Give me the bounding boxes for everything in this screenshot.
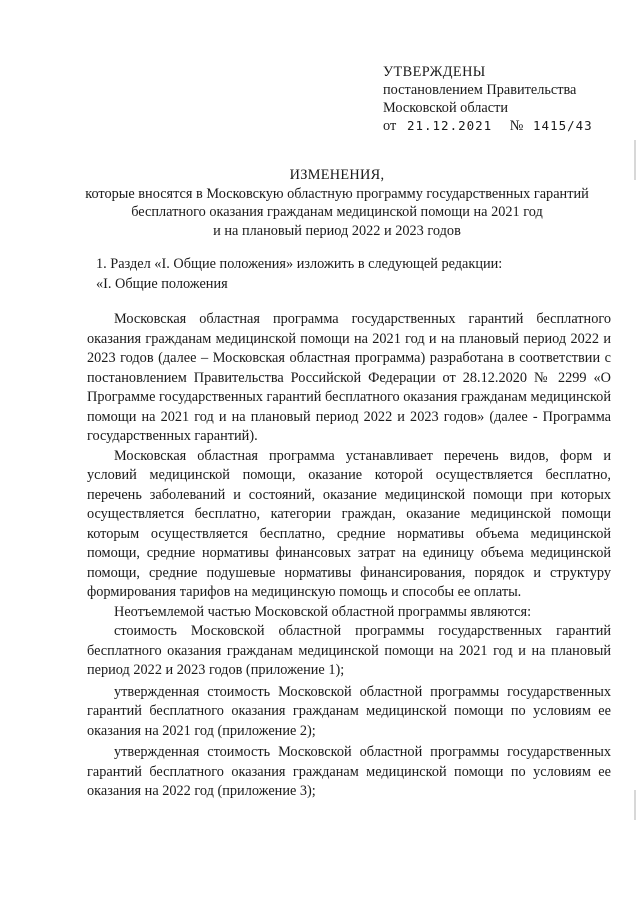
- paragraph-3: Неотъемлемой частью Московской областной программы являются:: [114, 603, 532, 620]
- heading-line-3: и на плановый период 2022 и 2023 годов: [213, 222, 461, 239]
- paragraph-1: Московская областная программа государственных гарантий бесплатного оказания гражданам медицинской помощи на 2021 год и на плановый период 2022 и 2023 годов (далее – Московская областная программа) разработана в соответствии с постановлением Правительства Российской Федерации от 28.12.2020 № 2299 «О Программе государственных гарантий бесплатного оказания гражданам медицинской помощи на 2021 год и на плановый период 2022 и 2023 годов» (далее - Программа государственных гарантий).: [87, 311, 611, 444]
- item-1: 1. Раздел «I. Общие положения» изложить в следующей редакции:: [96, 256, 503, 272]
- scan-edge-mark: [634, 140, 636, 180]
- scan-edge-mark: [634, 790, 636, 820]
- approval-title: УТВЕРЖДЕНЫ: [383, 64, 486, 80]
- document-heading: [40, 166, 634, 240]
- approval-date: 21.12.2021: [406, 118, 493, 133]
- list-item: утвержденная стоимость Московской областной программы государственных гарантий бесплатного оказания гражданам медицинской помощи по условиям ее оказания на 2021 год (приложение 2);: [87, 683, 611, 739]
- heading-line-2: бесплатного оказания гражданам медицинской помощи на 2021 год: [131, 204, 543, 220]
- document-body: [87, 255, 611, 804]
- approval-from-label: от: [383, 118, 397, 134]
- approval-block: [383, 63, 593, 135]
- approval-number: 1415/43: [533, 118, 593, 133]
- approval-line-1: постановлением Правительства: [383, 82, 577, 98]
- heading-line-1: которые вносятся в Московскую областную программу государственных гарантий: [85, 185, 589, 202]
- approval-date-line: [383, 117, 593, 135]
- section-title: «I. Общие положения: [96, 275, 228, 292]
- paragraph-2: Московская областная программа устанавливает перечень видов, форм и условий медицинской помощи, оказание которой осуществляется бесплатно, перечень заболеваний и состояний, оказание медицинской помощи при которых осуществляется бесплатно, категории граждан, оказание медицинской помощи которым осуществляется бесплатно, средние нормативы объема медицинской помощи, средние нормативы финансовых затрат на единицу объема медицинской помощи, средние подушевые нормативы финансирования, порядок и структуру формирования тарифов на медицинскую помощь и способы ее оплаты.: [87, 447, 611, 600]
- list-item: утвержденная стоимость Московской областной программы государственных гарантий бесплатного оказания гражданам медицинской помощи по условиям ее оказания на 2022 год (приложение 3);: [87, 744, 611, 799]
- heading-title: ИЗМЕНЕНИЯ,: [289, 167, 385, 183]
- approval-number-sign: №: [509, 118, 524, 134]
- approval-line-2: Московской области: [383, 100, 508, 116]
- list-item: стоимость Московской областной программы государственных гарантий бесплатного оказания гражданам медицинской помощи на 2021 год и на плановый период 2022 и 2023 годов (приложение 1);: [87, 623, 611, 678]
